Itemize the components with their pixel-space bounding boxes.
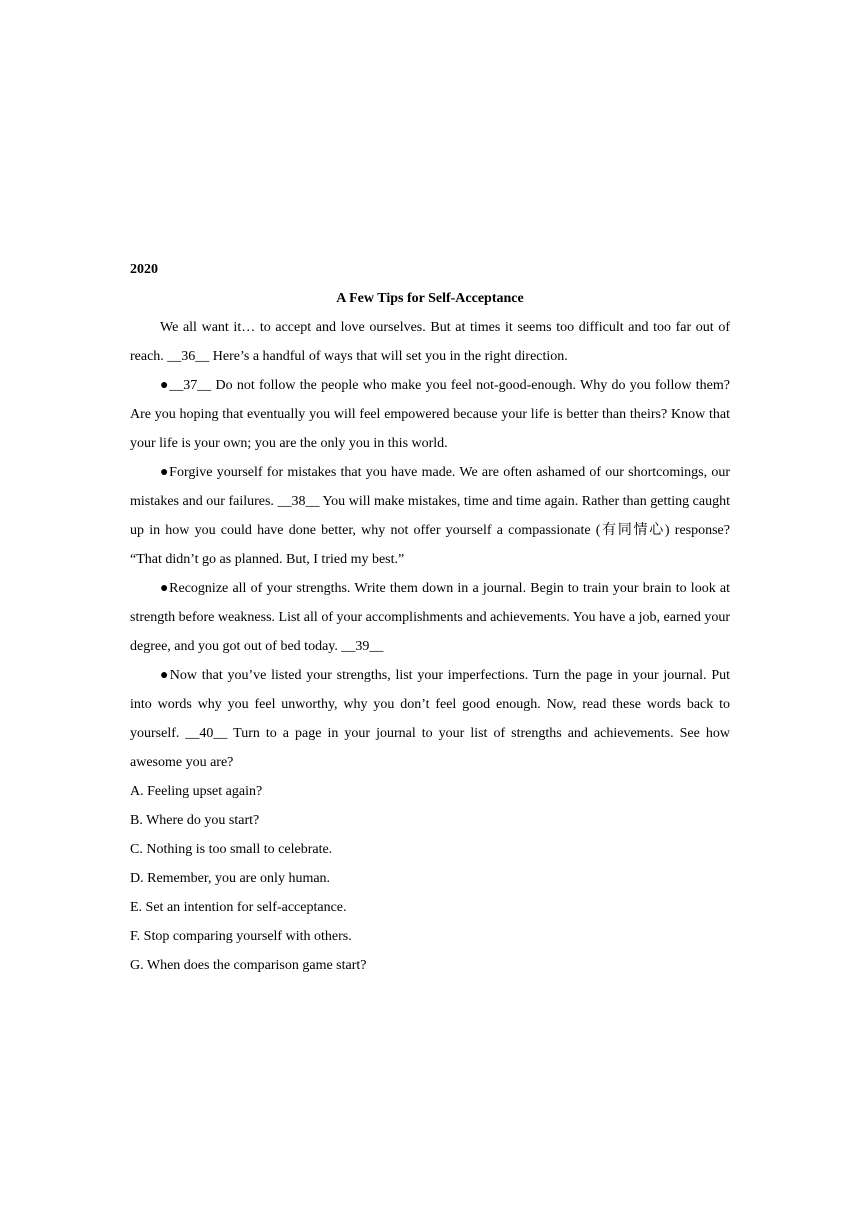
year-heading: 2020 xyxy=(130,262,158,277)
answer-options xyxy=(130,777,730,980)
option-d: D. Remember, you are only human. xyxy=(130,871,331,886)
option-c: C. Nothing is too small to celebrate. xyxy=(130,842,333,857)
paragraph-tip-2: ●Forgive yourself for mistakes that you have made. We are often ashamed of our shortcomings, our mistakes and our failures. __38__ You will make mistakes, time and time again. Rather than getting caught up in how you could have done better, why not offer yourself a compassionate (有同情心) response? “That didn’t go as planned. But, I tried my best.” xyxy=(130,465,730,567)
passage-title: A Few Tips for Self-Acceptance xyxy=(336,291,524,306)
paragraph-tip-4: ●Now that you’ve listed your strengths, list your imperfections. Turn the page in your journal. Put into words why you feel unworthy, why you don’t feel good enough. Now, read these words back to yourself. __40__ Turn to a page in your journal to your list of strengths and achievements. See how awesome you are? xyxy=(130,668,730,770)
option-f: F. Stop comparing yourself with others. xyxy=(130,929,352,944)
option-a: A. Feeling upset again? xyxy=(130,784,263,799)
option-b: B. Where do you start? xyxy=(130,813,260,828)
document-page xyxy=(130,255,730,980)
paragraph-tip-3: ●Recognize all of your strengths. Write them down in a journal. Begin to train your brain to look at strength before weakness. List all of your accomplishments and achievements. You have a job, earned your degree, and you got out of bed today. __39__ xyxy=(130,581,730,654)
paragraph-tip-1: ●__37__ Do not follow the people who make you feel not-good-enough. Why do you follow them? Are you hoping that eventually you will feel empowered because your life is better than theirs? Know that your life is your own; you are the only you in this world. xyxy=(130,378,730,451)
option-g: G. When does the comparison game start? xyxy=(130,958,367,973)
option-e: E. Set an intention for self-acceptance. xyxy=(130,900,347,915)
paragraph-intro: We all want it… to accept and love ourselves. But at times it seems too difficult and too far out of reach. __36__ Here’s a handful of ways that will set you in the right direction. xyxy=(130,320,730,364)
